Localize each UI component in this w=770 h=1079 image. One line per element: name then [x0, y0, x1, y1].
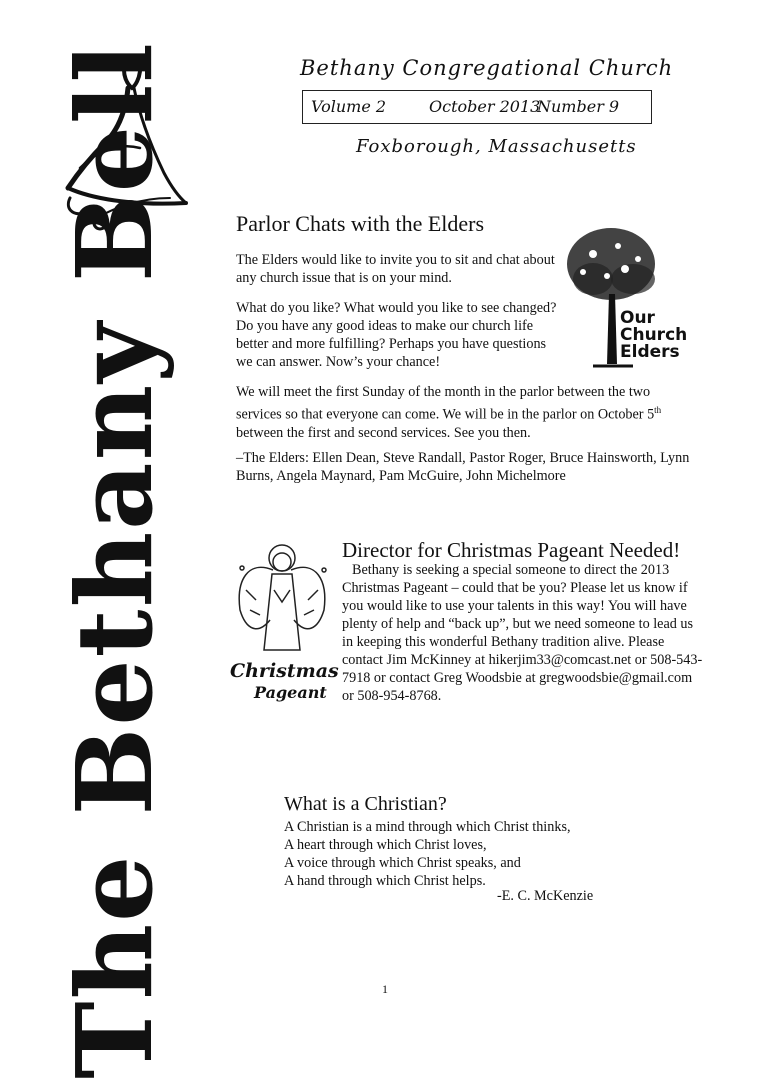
- paragraph-text-tail: between the first and second services. See you then.: [236, 424, 531, 441]
- tree-image-label: [620, 310, 687, 361]
- angel-caption: Christmas: [230, 660, 339, 682]
- elders-signature: –The Elders: Ellen Dean, Steve Randall, Pastor Roger, Bruce Hainsworth, Lynn Burns, Angela Maynard, Pam McGuire, John Michelmore: [236, 450, 690, 484]
- article-title-pageant: Director for Christmas Pageant Needed!: [342, 538, 681, 562]
- tree-label-line: Our: [620, 308, 655, 328]
- issue-date: October 2013: [429, 97, 541, 116]
- paragraph-text: We will meet the first Sunday of the month in the parlor between the two services so that everyone can come. We will be in the parlor on October 5: [236, 384, 655, 423]
- church-name: Bethany Congregational Church: [300, 56, 674, 80]
- article-paragraph: What do you like? What would you like to see changed? Do you have any good ideas to make our church life better and more fulfilling? Perhaps you have questions we can answer. Now’s your chance!: [236, 300, 557, 370]
- poem-line: A heart through which Christ loves,: [284, 837, 487, 853]
- poem: [284, 818, 614, 890]
- poem-attribution: -E. C. McKenzie: [497, 888, 594, 904]
- date-superscript: th: [654, 405, 662, 415]
- volume-label: Volume 2: [311, 97, 387, 116]
- article-title-parlor-chats: Parlor Chats with the Elders: [236, 211, 485, 236]
- newsletter-title-container: [40, 41, 190, 1079]
- newsletter-title: The Bethany Bell: [53, 41, 176, 1079]
- angel-caption: Pageant: [254, 683, 327, 702]
- poem-line: A Christian is a mind through which Christ thinks,: [284, 819, 571, 835]
- page-number: 1: [382, 982, 388, 996]
- tree-label-line: Church: [620, 325, 688, 345]
- article-paragraph: [236, 383, 696, 442]
- article-title-christian: What is a Christian?: [284, 793, 447, 815]
- issue-info-box: [302, 90, 652, 124]
- tree-label-line: Elders: [620, 342, 680, 362]
- poem-line: A voice through which Christ speaks, and: [284, 855, 521, 871]
- church-location: Foxborough, Massachusetts: [356, 136, 637, 157]
- article-paragraph: The Elders would like to invite you to sit and chat about any church issue that is on your mind.: [236, 252, 555, 286]
- article-paragraph: Bethany is seeking a special someone to direct the 2013 Christmas Pageant – could that be you? Please let us know if you would like to use your talents in this way! You will have plenty of help and “back up”, but we need someone to lead us in keeping this wonderful Bethany tradition alive. Please contact Jim McKinney at hikerjim33@comcast.net or 508-543-7918 or contact Greg Woodsbie at gregwoodsbie@gmail.com or 508-954-8768.: [342, 562, 703, 704]
- issue-number: Number 9: [537, 97, 620, 116]
- poem-line: A hand through which Christ helps.: [284, 873, 486, 889]
